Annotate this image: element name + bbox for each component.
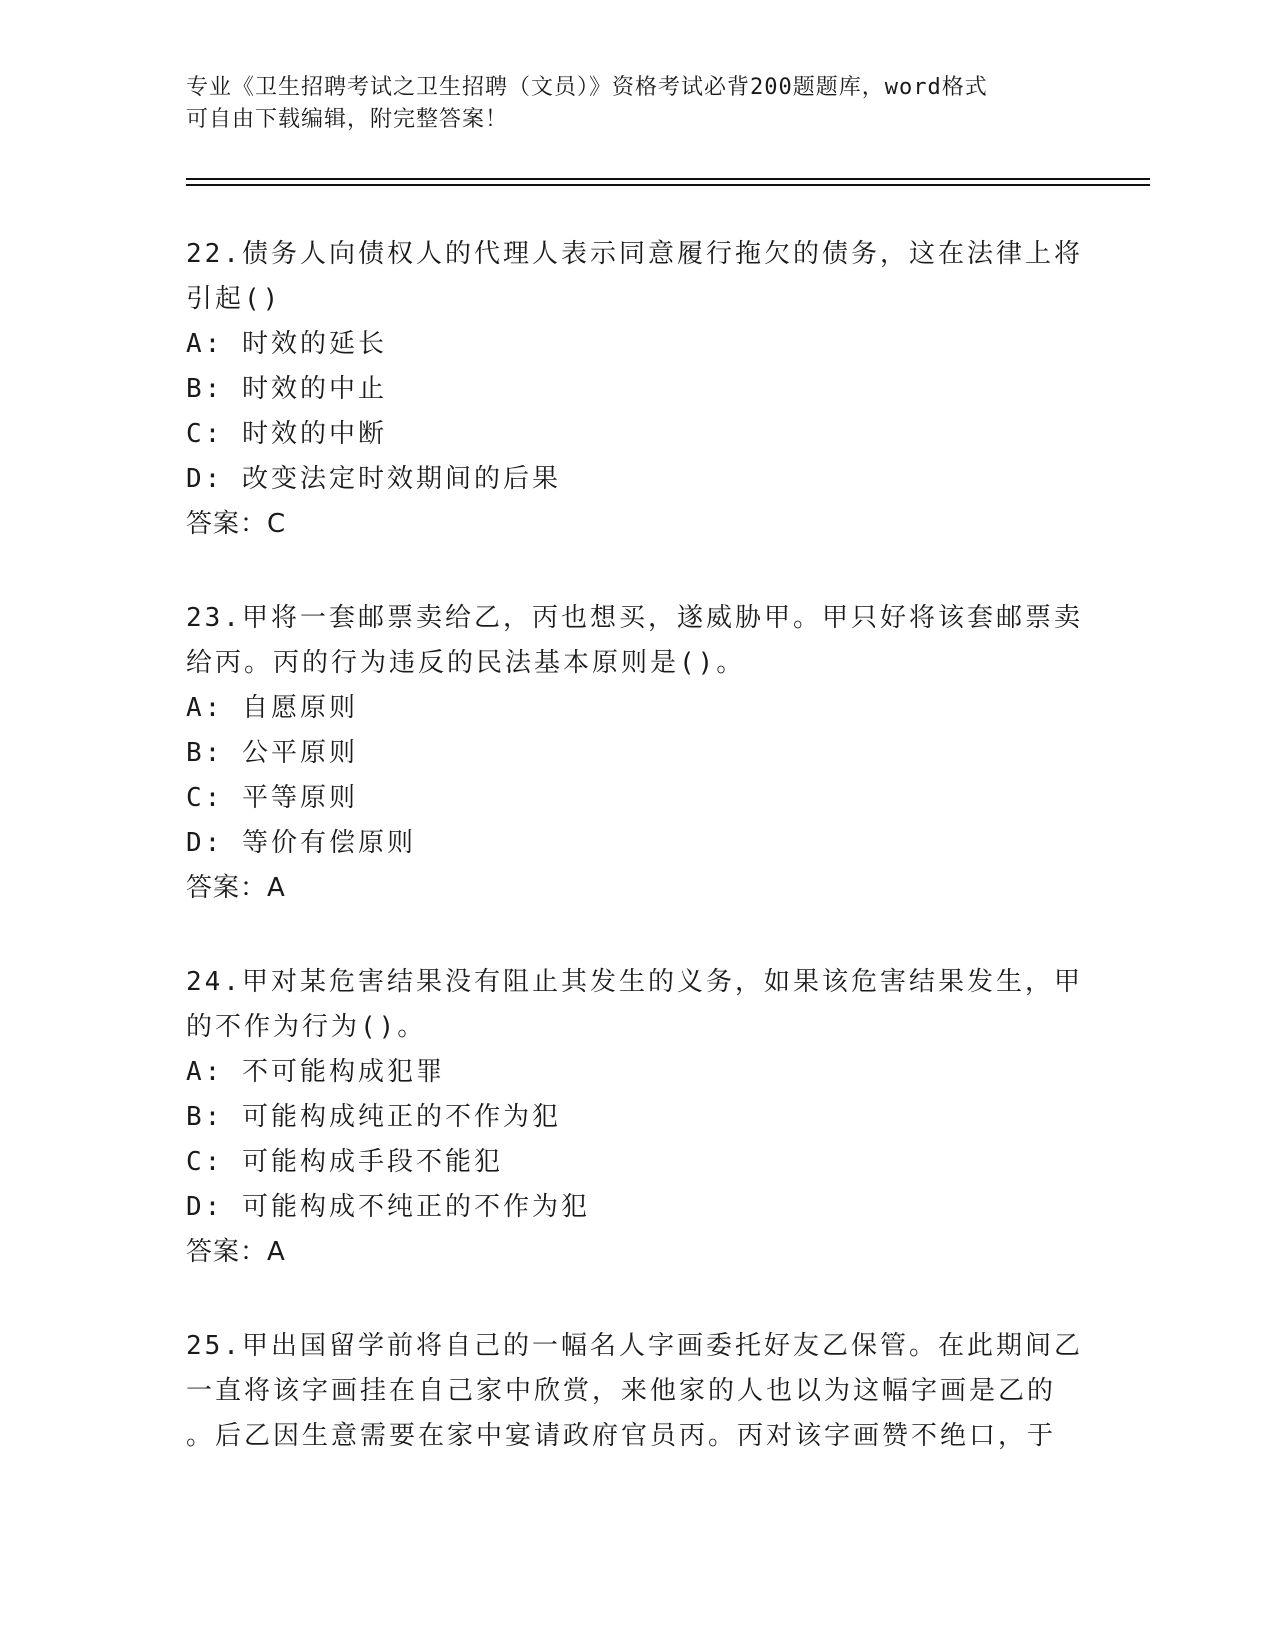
option-b: B: 时效的中止 xyxy=(186,374,387,404)
option-a: A: 不可能构成犯罪 xyxy=(186,1057,445,1087)
option-b: B: 可能构成纯正的不作为犯 xyxy=(186,1102,561,1132)
question-stem-line: 的不作为行为()。 xyxy=(186,1012,427,1042)
option-c: C: 平等原则 xyxy=(186,783,358,813)
header-divider-bottom xyxy=(186,184,1150,186)
option-c: C: 时效的中断 xyxy=(186,419,387,449)
question-stem-line: 25.甲出国留学前将自己的一幅名人字画委托好友乙保管。在此期间乙 xyxy=(186,1331,1083,1361)
question-22 xyxy=(186,232,1086,547)
header-line-2: 可自由下载编辑，附完整答案！ xyxy=(186,107,509,132)
question-23 xyxy=(186,596,1086,911)
option-d: D: 改变法定时效期间的后果 xyxy=(186,464,561,494)
option-c: C: 可能构成手段不能犯 xyxy=(186,1147,503,1177)
answer-line: 答案：A xyxy=(186,873,286,903)
question-24 xyxy=(186,960,1086,1275)
question-stem-line: 引起() xyxy=(186,284,282,314)
question-stem-line: 给丙。丙的行为违反的民法基本原则是()。 xyxy=(186,648,746,678)
question-stem-line: 。后乙因生意需要在家中宴请政府官员丙。丙对该字画赞不绝口，于 xyxy=(186,1421,1057,1451)
question-25 xyxy=(186,1324,1086,1459)
question-stem-line: 22.债务人向债权人的代理人表示同意履行拖欠的债务，这在法律上将 xyxy=(186,239,1083,269)
question-stem-line: 24.甲对某危害结果没有阻止其发生的义务，如果该危害结果发生，甲 xyxy=(186,967,1083,997)
answer-line: 答案：A xyxy=(186,1237,286,1267)
document-header xyxy=(186,72,1066,136)
answer-line: 答案：C xyxy=(186,509,287,539)
question-stem-line: 一直将该字画挂在自己家中欣赏，来他家的人也以为这幅字画是乙的 xyxy=(186,1376,1057,1406)
option-d: D: 可能构成不纯正的不作为犯 xyxy=(186,1192,590,1222)
question-stem-line: 23.甲将一套邮票卖给乙，丙也想买，遂威胁甲。甲只好将该套邮票卖 xyxy=(186,603,1083,633)
option-d: D: 等价有偿原则 xyxy=(186,828,416,858)
option-a: A: 自愿原则 xyxy=(186,693,358,723)
option-a: A: 时效的延长 xyxy=(186,329,387,359)
header-divider-top xyxy=(186,178,1150,180)
header-line-1: 专业《卫生招聘考试之卫生招聘（文员）》资格考试必背200题题库，word格式 xyxy=(186,75,988,100)
option-b: B: 公平原则 xyxy=(186,738,358,768)
